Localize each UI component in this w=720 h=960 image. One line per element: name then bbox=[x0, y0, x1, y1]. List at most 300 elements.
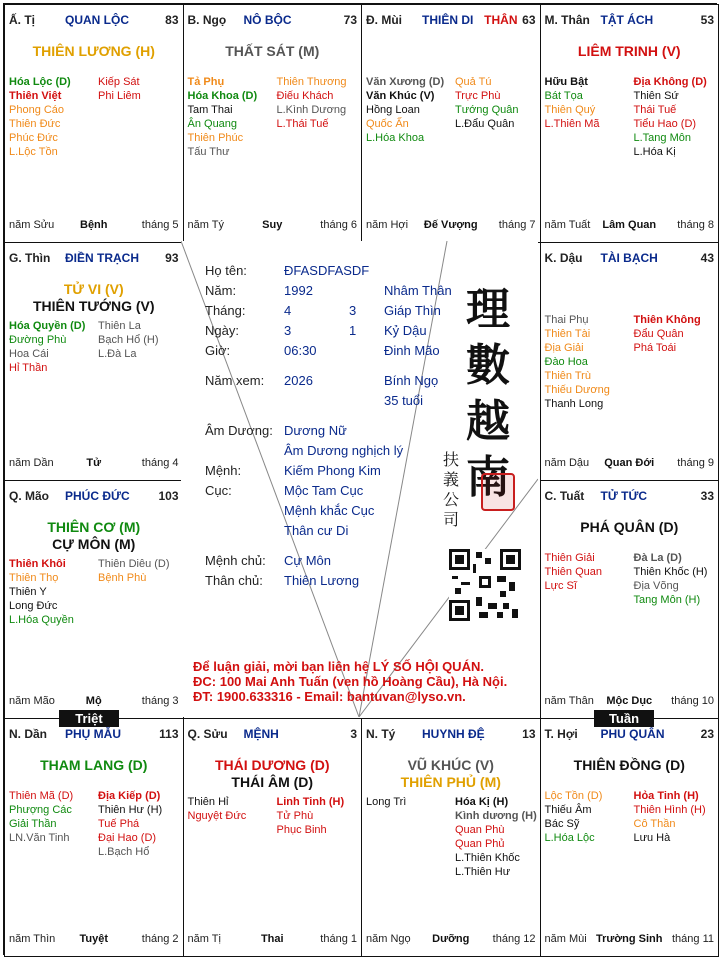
minor-star: L.Hóa Lộc bbox=[544, 832, 595, 844]
palace-month: tháng 3 bbox=[141, 695, 179, 707]
palace-header bbox=[545, 251, 715, 265]
palace-name: TÀI BẠCH bbox=[600, 251, 658, 265]
minor-star: Thiên Hỉ bbox=[187, 796, 229, 808]
minor-star: Phượng Các bbox=[9, 804, 72, 816]
palace-number: 83 bbox=[165, 13, 179, 27]
tuoi-value: 35 tuổi bbox=[384, 393, 424, 408]
ngay-label: Ngày: bbox=[205, 323, 239, 338]
palace-cell[interactable] bbox=[540, 242, 720, 481]
minor-star: Tả Phụ bbox=[187, 76, 225, 88]
minor-stars-right bbox=[277, 795, 345, 837]
calligraphy-small-1: 扶 bbox=[443, 450, 460, 469]
minor-star: Thiên Hư (H) bbox=[98, 804, 163, 816]
minor-stars-right bbox=[634, 551, 708, 607]
palace-branch: T. Hợi bbox=[544, 727, 578, 741]
minor-star: Thiên Y bbox=[9, 586, 47, 598]
main-star: THIÊN ĐỒNG (D) bbox=[573, 757, 685, 773]
palace-cell[interactable] bbox=[361, 4, 541, 243]
palace-stage: Quan Đới bbox=[604, 457, 655, 469]
minor-star: Thái Tuế bbox=[633, 104, 677, 116]
palace-footer bbox=[188, 933, 358, 947]
palace-month: tháng 4 bbox=[141, 457, 179, 469]
minor-star: L.Hóa Kị bbox=[633, 146, 676, 158]
main-stars bbox=[184, 43, 362, 60]
palace-stage: Mộc Dục bbox=[606, 695, 653, 707]
main-star: CỰ MÔN (M) bbox=[52, 536, 136, 552]
tuan-tag: Tuần bbox=[594, 710, 654, 727]
main-star: THIÊN CƠ (M) bbox=[47, 519, 141, 535]
minor-stars-left bbox=[9, 319, 85, 375]
minor-star: Thiên Không bbox=[633, 314, 701, 326]
palace-stage: Thai bbox=[260, 933, 284, 945]
palace-number: 73 bbox=[343, 13, 357, 27]
minor-star: Hồng Loan bbox=[366, 104, 420, 116]
minor-star: L.Bạch Hổ bbox=[98, 846, 150, 858]
palace-footer bbox=[545, 457, 715, 471]
menh-chu-value: Cự Môn bbox=[284, 553, 331, 568]
palace-footer bbox=[545, 695, 715, 709]
thang-can-chi: Giáp Thìn bbox=[384, 303, 441, 318]
minor-star: Long Đức bbox=[9, 600, 58, 612]
ho-ten-value: ĐFASDFASDF bbox=[284, 263, 370, 278]
main-stars bbox=[184, 757, 362, 791]
am-duong-label: Âm Dương: bbox=[205, 423, 273, 438]
palace-month: tháng 9 bbox=[677, 457, 714, 469]
contact-info bbox=[193, 659, 507, 704]
minor-stars-right bbox=[634, 313, 701, 355]
ngay-value: 3 bbox=[284, 323, 292, 338]
palace-month: tháng 2 bbox=[141, 933, 179, 945]
palace-stage: Lâm Quan bbox=[602, 219, 657, 231]
minor-stars-right bbox=[634, 789, 706, 845]
palace-month: tháng 7 bbox=[498, 219, 536, 231]
main-star: THIÊN PHỦ (M) bbox=[400, 774, 501, 790]
minor-star: LN.Văn Tinh bbox=[9, 832, 70, 844]
palace-name: MỆNH bbox=[243, 727, 279, 741]
palace-branch: C. Tuất bbox=[544, 489, 585, 503]
main-star: PHÁ QUÂN (D) bbox=[580, 519, 679, 535]
main-star: THÁI DƯƠNG (D) bbox=[214, 757, 330, 773]
palace-name: PHỤ MẪU bbox=[65, 727, 121, 741]
palace-footer bbox=[9, 457, 179, 471]
minor-star: Thiên Đức bbox=[9, 118, 61, 130]
palace-number: 43 bbox=[700, 251, 714, 265]
minor-star: Thiên Tài bbox=[544, 328, 591, 340]
palace-branch: Q. Sửu bbox=[187, 727, 228, 741]
minor-star: Thiên Thọ bbox=[9, 572, 59, 584]
palace-stage: Đế Vượng bbox=[423, 219, 478, 231]
palace-year: năm Mùi bbox=[544, 933, 587, 945]
minor-stars-right bbox=[98, 557, 170, 585]
minor-stars-right bbox=[277, 75, 347, 131]
palace-number: 13 bbox=[522, 727, 536, 741]
palace-footer bbox=[545, 219, 715, 233]
main-star: VŨ KHÚC (V) bbox=[407, 757, 494, 773]
calligraphy-4: 南 bbox=[466, 452, 510, 503]
minor-star: Thiên Diêu (D) bbox=[98, 558, 170, 570]
minor-stars-left bbox=[545, 551, 602, 593]
palace-name: PHU QUÂN bbox=[600, 727, 665, 741]
contact-line-3: ĐT: 1900.633316 - Email: bantuvan@lyso.vn. bbox=[193, 689, 466, 704]
palace-year: năm Dần bbox=[9, 457, 54, 469]
minor-star: L.Hóa Khoa bbox=[366, 132, 425, 144]
qr-code[interactable] bbox=[449, 549, 521, 621]
minor-star: Đường Phù bbox=[9, 334, 67, 346]
palace-cell[interactable] bbox=[540, 4, 720, 243]
palace-name: QUAN LỘC bbox=[65, 13, 129, 27]
minor-star: Thai Phụ bbox=[544, 314, 589, 326]
thang-value: 4 bbox=[284, 303, 292, 318]
minor-star: Phúc Đức bbox=[9, 132, 58, 144]
minor-star: Ân Quang bbox=[187, 118, 238, 130]
palace-cell[interactable] bbox=[4, 718, 184, 957]
main-star: THIÊN TƯỚNG (V) bbox=[32, 298, 155, 314]
minor-star: Thiên Thương bbox=[276, 76, 347, 88]
gio-label: Giờ: bbox=[205, 343, 231, 358]
minor-star: Thiên Quan bbox=[544, 566, 602, 578]
palace-year: năm Tuất bbox=[544, 219, 591, 231]
palace-year: năm Thân bbox=[544, 695, 594, 707]
minor-star: Nguyệt Đức bbox=[187, 810, 247, 822]
cuc-label: Cục: bbox=[205, 483, 232, 498]
minor-star: Trực Phù bbox=[455, 90, 501, 102]
main-stars bbox=[5, 519, 183, 553]
palace-number: 53 bbox=[700, 13, 714, 27]
palace-header bbox=[545, 13, 715, 27]
gio-can-chi: Đinh Mão bbox=[384, 343, 440, 358]
minor-star: L.Kình Dương bbox=[276, 104, 347, 116]
main-stars bbox=[5, 43, 183, 60]
menh-chu-label: Mệnh chủ: bbox=[205, 553, 266, 568]
palace-branch: K. Dậu bbox=[544, 251, 583, 265]
cuc-note-1: Mệnh khắc Cục bbox=[284, 503, 375, 518]
minor-star: Thiếu Dương bbox=[544, 384, 610, 396]
minor-star: Tam Thai bbox=[187, 104, 233, 116]
minor-stars-left bbox=[545, 313, 610, 411]
minor-star: Văn Khúc (V) bbox=[366, 90, 435, 102]
palace-year: năm Mão bbox=[9, 695, 55, 707]
palace-year: năm Sửu bbox=[9, 219, 55, 231]
minor-star: Địa Kiếp (D) bbox=[98, 790, 161, 802]
main-stars bbox=[362, 757, 540, 791]
palace-stage: Mộ bbox=[85, 695, 102, 707]
minor-star: Hóa Khoa (D) bbox=[187, 90, 258, 102]
minor-star: Cô Thần bbox=[633, 818, 676, 830]
palace-stage: Tử bbox=[86, 457, 102, 469]
minor-star: Tướng Quân bbox=[455, 104, 519, 116]
palace-branch: Ấ. Tị bbox=[9, 13, 35, 27]
palace-number: 103 bbox=[158, 489, 179, 503]
main-stars bbox=[541, 43, 719, 60]
nam-label: Năm: bbox=[205, 283, 237, 298]
minor-star: Phi Liêm bbox=[98, 90, 141, 102]
minor-stars-left bbox=[9, 557, 74, 627]
minor-stars-left bbox=[9, 789, 73, 845]
calligraphy-small-4: 司 bbox=[443, 510, 460, 529]
minor-star: L.Đà La bbox=[98, 348, 137, 360]
menh-value: Kiếm Phong Kim bbox=[284, 463, 381, 478]
minor-star: Thiên Quý bbox=[544, 104, 596, 116]
minor-stars-left bbox=[366, 795, 406, 809]
palace-header bbox=[188, 13, 358, 27]
minor-star: Địa Giải bbox=[544, 342, 584, 354]
minor-star: Linh Tinh (H) bbox=[276, 796, 345, 808]
palace-branch: M. Thân bbox=[544, 13, 590, 27]
minor-star: Văn Xương (D) bbox=[366, 76, 445, 88]
palace-stage: Trường Sinh bbox=[595, 933, 663, 945]
palace-year: năm Tị bbox=[187, 933, 221, 945]
minor-star: Đại Hao (D) bbox=[98, 832, 157, 844]
ngay-can-chi: Kỷ Dậu bbox=[384, 323, 427, 338]
palace-header bbox=[9, 251, 179, 265]
palace-header bbox=[9, 13, 179, 27]
contact-line-2: ĐC: 100 Mai Anh Tuấn (ven hồ Hoàng Cầu), Hà Nội. bbox=[193, 674, 508, 689]
palace-year: năm Thìn bbox=[9, 933, 56, 945]
palace-name: NÔ BỘC bbox=[243, 13, 292, 27]
minor-star: Thiên Phúc bbox=[187, 132, 244, 144]
calligraphy-small-3: 公 bbox=[443, 490, 460, 509]
am-duong-note: Âm Dương nghịch lý bbox=[284, 443, 404, 458]
minor-star: Thiên Khốc (H) bbox=[633, 566, 708, 578]
main-stars bbox=[541, 519, 719, 536]
minor-star: Quốc Ấn bbox=[366, 118, 409, 130]
palace-month: tháng 1 bbox=[320, 933, 357, 945]
main-star: THẤT SÁT (M) bbox=[225, 43, 320, 59]
minor-star: Địa Không (D) bbox=[633, 76, 707, 88]
minor-star: Thiên Khôi bbox=[9, 558, 66, 570]
main-star: THIÊN LƯƠNG (H) bbox=[32, 43, 155, 59]
palace-header bbox=[545, 727, 715, 741]
palace-cell[interactable] bbox=[540, 480, 720, 719]
ho-ten-label: Họ tên: bbox=[205, 263, 247, 278]
minor-star: L.Lộc Tồn bbox=[9, 146, 58, 158]
palace-header bbox=[545, 489, 715, 503]
palace-cell[interactable] bbox=[4, 242, 184, 481]
main-star: TỬ VI (V) bbox=[63, 281, 124, 297]
seal-stamp bbox=[481, 473, 515, 511]
minor-star: Hoa Cái bbox=[9, 348, 49, 360]
palace-month: tháng 6 bbox=[320, 219, 357, 231]
minor-star: Long Trì bbox=[366, 796, 407, 808]
palace-name: PHÚC ĐỨC bbox=[65, 489, 130, 503]
palace-footer bbox=[545, 933, 715, 947]
center-info-panel bbox=[181, 241, 538, 717]
minor-stars-right bbox=[455, 795, 537, 879]
palace-number: 3 bbox=[350, 727, 357, 741]
main-stars bbox=[5, 281, 183, 315]
palace-number: 33 bbox=[700, 489, 714, 503]
palace-number: 23 bbox=[700, 727, 714, 741]
minor-star: Lực Sĩ bbox=[544, 580, 577, 592]
palace-month: tháng 10 bbox=[671, 695, 714, 707]
minor-star: Phục Binh bbox=[276, 824, 327, 836]
minor-star: L.Thái Tuế bbox=[276, 118, 329, 130]
minor-stars-right bbox=[634, 75, 707, 159]
minor-star: Thiên Mã (D) bbox=[9, 790, 74, 802]
calligraphy-3: 越 bbox=[466, 396, 510, 447]
palace-branch: G. Thìn bbox=[9, 251, 51, 265]
gio-value: 06:30 bbox=[284, 343, 317, 358]
palace-header bbox=[188, 727, 358, 741]
minor-star: Quả Tú bbox=[455, 76, 492, 88]
minor-star: Tang Môn (H) bbox=[633, 594, 701, 606]
minor-stars-left bbox=[188, 75, 258, 159]
minor-star: Quan Phủ bbox=[455, 838, 505, 850]
main-star: LIÊM TRINH (V) bbox=[577, 43, 681, 59]
palace-branch: Q. Mão bbox=[9, 489, 50, 503]
palace-stage: Bệnh bbox=[80, 219, 108, 231]
minor-stars-left bbox=[545, 789, 603, 845]
minor-stars-right bbox=[98, 789, 162, 859]
palace-name: THIÊN DI bbox=[422, 13, 474, 27]
palace-year: năm Hợi bbox=[366, 219, 409, 231]
minor-star: Bệnh Phù bbox=[98, 572, 147, 584]
palace-number: 113 bbox=[159, 727, 179, 741]
minor-star: Thiên Việt bbox=[9, 90, 62, 102]
palace-branch: B. Ngọ bbox=[187, 13, 227, 27]
palace-footer bbox=[9, 695, 179, 709]
minor-star: Kình dương (H) bbox=[455, 810, 537, 822]
minor-star: L.Tang Môn bbox=[633, 132, 691, 144]
minor-star: Hỏa Tinh (H) bbox=[633, 790, 699, 802]
minor-star: L.Đẩu Quân bbox=[455, 118, 515, 130]
minor-star: Hóa Quyền (D) bbox=[9, 320, 86, 332]
thang-am: 3 bbox=[349, 303, 357, 318]
palace-number: 93 bbox=[165, 251, 179, 265]
triet-tag: Triệt bbox=[59, 710, 119, 727]
main-stars bbox=[5, 757, 183, 774]
minor-star: Phong Cáo bbox=[9, 104, 65, 116]
palace-year: năm Dậu bbox=[544, 457, 590, 469]
than-marker: THÂN bbox=[484, 13, 518, 27]
minor-star: Quan Phù bbox=[455, 824, 505, 836]
palace-branch: N. Tý bbox=[366, 727, 396, 741]
palace-cell[interactable] bbox=[183, 4, 363, 243]
palace-month: tháng 12 bbox=[492, 933, 536, 945]
palace-stage: Dưỡng bbox=[432, 933, 470, 945]
minor-star: Bạch Hổ (H) bbox=[98, 334, 159, 346]
minor-star: Kiếp Sát bbox=[98, 76, 140, 88]
palace-footer bbox=[9, 219, 179, 233]
palace-name: ĐIỀN TRẠCH bbox=[65, 251, 139, 265]
palace-cell[interactable] bbox=[361, 718, 541, 957]
minor-star: Tuế Phá bbox=[98, 818, 140, 830]
minor-star: Hóa Kị (H) bbox=[455, 796, 509, 808]
minor-star: L.Hóa Quyền bbox=[9, 614, 74, 626]
nam-xem-can-chi: Bính Ngọ bbox=[384, 373, 439, 388]
minor-star: Thanh Long bbox=[544, 398, 604, 410]
palace-branch: Đ. Mùi bbox=[366, 13, 402, 27]
palace-cell[interactable] bbox=[183, 718, 363, 957]
minor-star: Tử Phù bbox=[276, 810, 314, 822]
minor-stars-left bbox=[366, 75, 444, 145]
minor-stars-right bbox=[455, 75, 519, 131]
thang-label: Tháng: bbox=[205, 303, 246, 318]
palace-header bbox=[9, 727, 179, 741]
minor-star: Hỉ Thần bbox=[9, 362, 48, 374]
palace-footer bbox=[9, 933, 179, 947]
minor-star: Hữu Bật bbox=[544, 76, 588, 88]
menh-label: Mệnh: bbox=[205, 463, 242, 478]
minor-star: Hóa Lộc (D) bbox=[9, 76, 71, 88]
main-stars bbox=[541, 757, 719, 774]
minor-star: Lộc Tồn (D) bbox=[544, 790, 603, 802]
minor-star: Đẩu Quân bbox=[633, 328, 684, 340]
palace-footer bbox=[366, 933, 536, 947]
minor-star: Phá Toái bbox=[633, 342, 677, 354]
palace-cell[interactable] bbox=[4, 480, 184, 719]
contact-line-1: Để luận giải, mời bạn liên hệ LÝ SỐ HỘI QUÁN. bbox=[193, 659, 484, 674]
minor-stars-left bbox=[9, 75, 71, 159]
palace-branch: N. Dần bbox=[9, 727, 48, 741]
nam-xem-value: 2026 bbox=[284, 373, 313, 388]
minor-stars-left bbox=[545, 75, 600, 131]
palace-header bbox=[366, 13, 536, 27]
minor-star: Tiểu Hao (D) bbox=[633, 118, 697, 130]
main-star: THAM LANG (D) bbox=[40, 757, 148, 773]
qr-code-icon bbox=[449, 549, 521, 621]
palace-header bbox=[9, 489, 179, 503]
minor-stars-left bbox=[188, 795, 247, 823]
palace-cell[interactable] bbox=[4, 4, 184, 243]
minor-star: Tấu Thư bbox=[187, 146, 230, 158]
calligraphy-2: 數 bbox=[466, 340, 510, 391]
palace-name: TỬ TỨC bbox=[600, 489, 648, 503]
minor-star: Thiên La bbox=[98, 320, 141, 332]
palace-month: tháng 11 bbox=[671, 933, 714, 945]
palace-name: HUYNH ĐỆ bbox=[422, 727, 485, 741]
minor-star: Thiên Hình (H) bbox=[633, 804, 706, 816]
nam-xem-label: Năm xem: bbox=[205, 373, 265, 388]
palace-header bbox=[366, 727, 536, 741]
than-chu-value: Thiên Lương bbox=[284, 573, 360, 588]
cuc-note-2: Thân cư Di bbox=[284, 523, 349, 538]
palace-month: tháng 5 bbox=[141, 219, 179, 231]
palace-number: 63 bbox=[522, 13, 536, 27]
palace-year: năm Tý bbox=[187, 219, 224, 231]
calligraphy-1: 理 bbox=[466, 284, 510, 335]
minor-stars-right bbox=[98, 75, 141, 103]
than-chu-label: Thân chủ: bbox=[205, 573, 263, 588]
calligraphy-small-2: 義 bbox=[443, 470, 460, 489]
ngay-am: 1 bbox=[349, 323, 357, 338]
palace-stage: Suy bbox=[262, 219, 283, 231]
minor-star: Lưu Hà bbox=[633, 832, 671, 844]
minor-star: Đào Hoa bbox=[544, 356, 588, 368]
minor-star: Điếu Khách bbox=[276, 90, 334, 102]
nam-can-chi: Nhâm Thân bbox=[384, 283, 452, 298]
palace-footer bbox=[188, 219, 358, 233]
minor-star: Bác Sỹ bbox=[544, 818, 580, 830]
palace-month: tháng 8 bbox=[677, 219, 714, 231]
palace-stage: Tuyệt bbox=[79, 933, 109, 945]
minor-star: L.Thiên Mã bbox=[544, 118, 600, 130]
minor-star: Địa Võng bbox=[633, 580, 679, 592]
minor-star: Giải Thần bbox=[9, 818, 57, 830]
minor-star: Thiên Trù bbox=[544, 370, 591, 382]
palace-name: TẬT ÁCH bbox=[600, 13, 654, 27]
minor-star: Thiên Sứ bbox=[633, 90, 679, 102]
minor-star: Thiếu Âm bbox=[544, 804, 592, 816]
main-star: THÁI ÂM (D) bbox=[231, 774, 314, 790]
minor-stars-right bbox=[98, 319, 159, 361]
minor-star: Bát Tọa bbox=[544, 90, 583, 102]
palace-cell[interactable] bbox=[540, 718, 720, 957]
minor-star: Đà La (D) bbox=[633, 552, 682, 564]
palace-year: năm Ngọ bbox=[366, 933, 411, 945]
palace-footer bbox=[366, 219, 536, 233]
nam-value: 1992 bbox=[284, 283, 313, 298]
